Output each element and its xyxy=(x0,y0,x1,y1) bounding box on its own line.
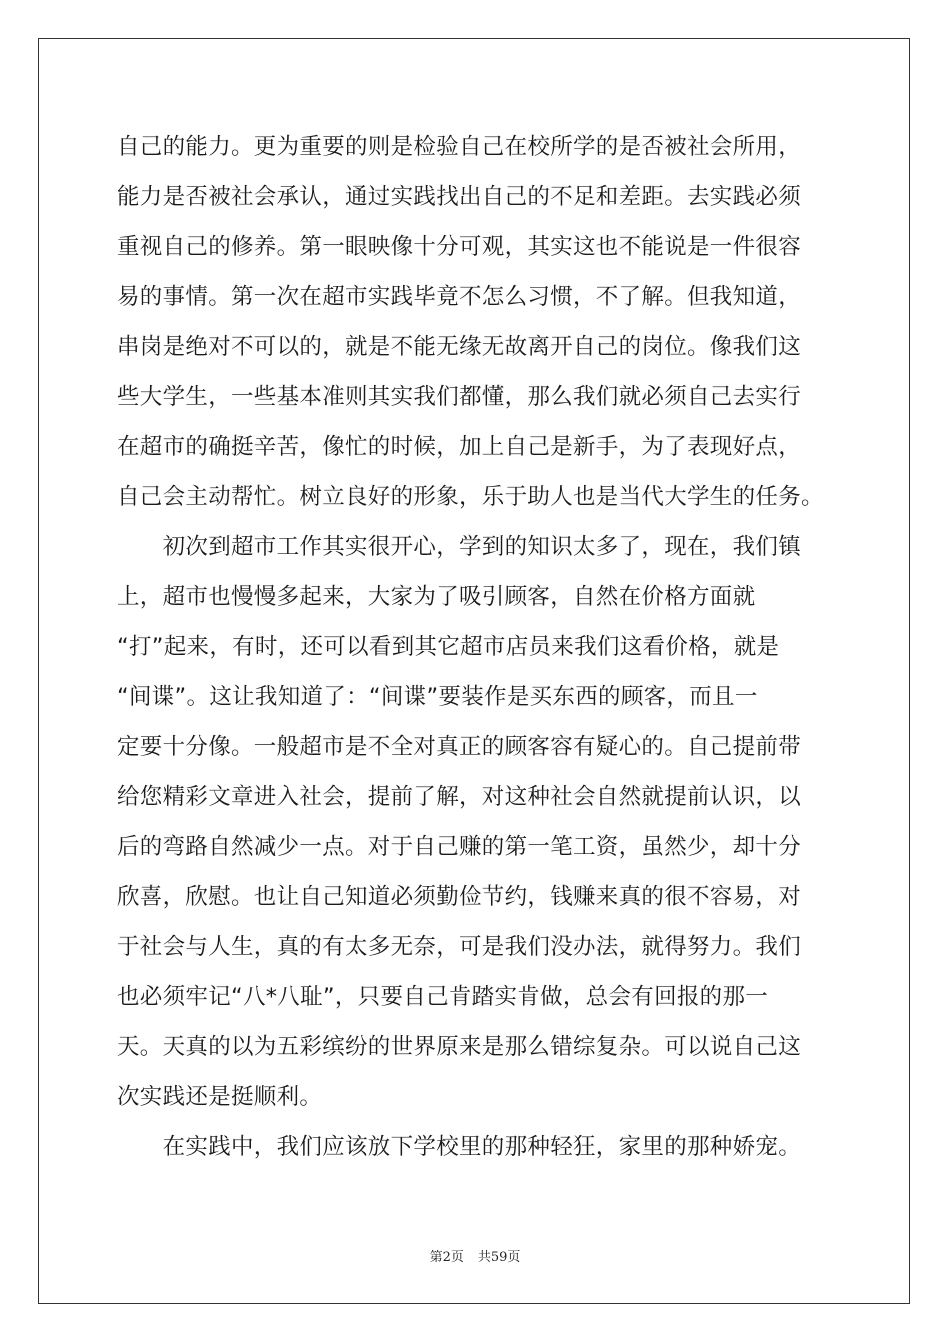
text-line: 串岗是绝对不可以的，就是不能无缘无故离开自己的岗位。像我们这 xyxy=(117,334,802,360)
text-line: 易的事情。第一次在超市实践毕竟不怎么习惯，不了解。但我知道， xyxy=(117,284,802,310)
text-line: 后的弯路自然减少一点。对于自己赚的第一笔工资，虽然少，却十分 xyxy=(117,834,802,860)
text-line: 初次到超市工作其实很开心，学到的知识太多了，现在，我们镇 xyxy=(117,534,802,560)
page-total: 共59页 xyxy=(477,1250,521,1265)
text-line: 上，超市也慢慢多起来，大家为了吸引顾客，自然在价格方面就 xyxy=(117,584,756,610)
text-line: 天。天真的以为五彩缤纷的世界原来是那么错综复杂。可以说自己这 xyxy=(117,1034,802,1060)
text-line: 重视自己的修养。第一眼映像十分可观，其实这也不能说是一件很容 xyxy=(117,234,802,260)
text-line: 能力是否被社会承认，通过实践找出自己的不足和差距。去实践必须 xyxy=(117,184,802,210)
text-line: 给您精彩文章进入社会，提前了解，对这种社会自然就提前认识，以 xyxy=(117,784,802,810)
text-line: “打”起来，有时，还可以看到其它超市店员来我们这看价格，就是 xyxy=(117,634,780,660)
text-line: 自己的能力。更为重要的则是检验自己在校所学的是否被社会所用， xyxy=(117,134,802,160)
text-line: “间谍”。这让我知道了：“间谍”要装作是买东西的顾客，而且一 xyxy=(117,684,758,710)
text-line: 在实践中，我们应该放下学校里的那种轻狂，家里的那种娇宠。 xyxy=(117,1134,802,1160)
page-footer xyxy=(0,1246,950,1265)
document-body xyxy=(117,127,857,1177)
text-line: 次实践还是挺顺利。 xyxy=(117,1084,323,1110)
text-line: 于社会与人生，真的有太多无奈，可是我们没办法，就得努力。我们 xyxy=(117,934,802,960)
text-line: 些大学生，一些基本准则其实我们都懂，那么我们就必须自己去实行 xyxy=(117,384,802,410)
text-line: 在超市的确挺辛苦，像忙的时候，加上自己是新手，为了表现好点， xyxy=(117,434,802,460)
text-line: 也必须牢记“八*八耻”，只要自己肯踏实肯做，总会有回报的那一 xyxy=(117,984,769,1010)
text-line: 欣喜，欣慰。也让自己知道必须勤俭节约，钱赚来真的很不容易，对 xyxy=(117,884,802,910)
text-line: 自己会主动帮忙。树立良好的形象，乐于助人也是当代大学生的任务。 xyxy=(117,484,824,510)
page-number: 第2页 xyxy=(429,1250,464,1265)
text-line: 定要十分像。一般超市是不全对真正的顾客容有疑心的。自己提前带 xyxy=(117,734,802,760)
